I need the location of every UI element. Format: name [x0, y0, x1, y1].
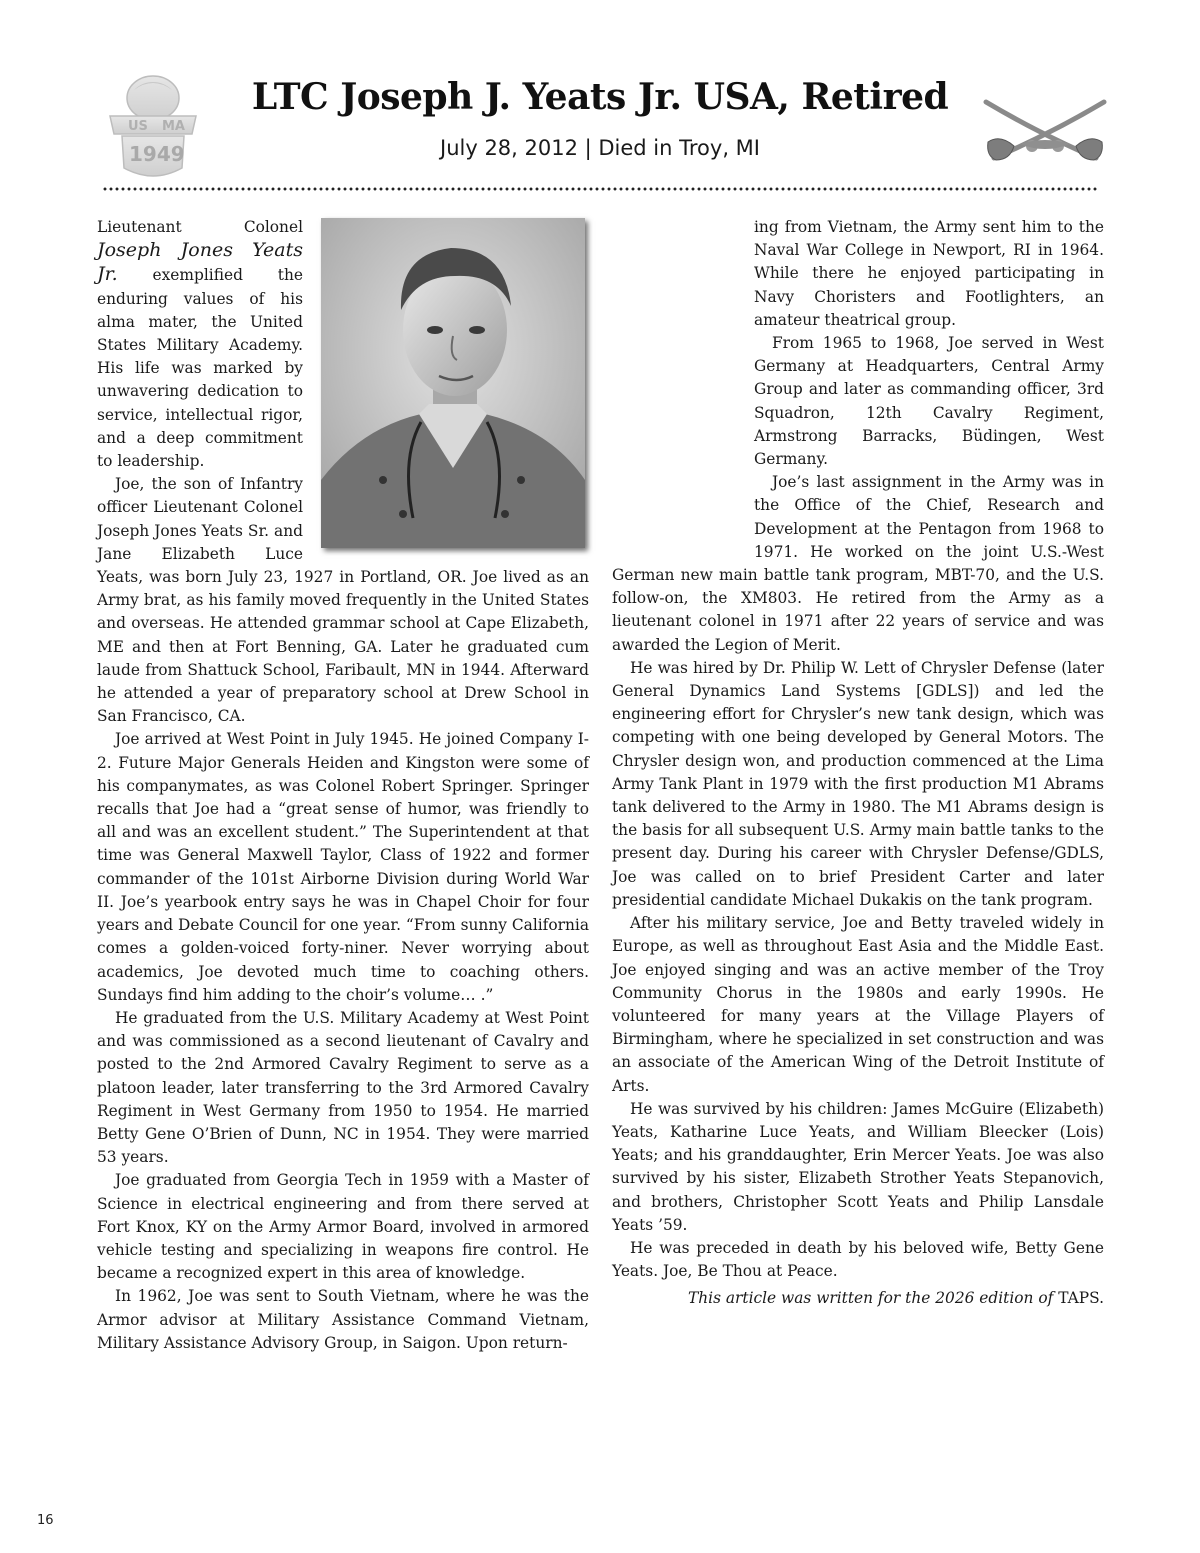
portrait-photo-frame — [317, 216, 589, 552]
photo-wrap-spacer — [612, 216, 740, 552]
paragraph: From 1965 to 1968, Joe served in West Germany at Headquarters, Central Army Group and later as commanding officer, 3rd Squadron, 12th Cavalry Regiment, Armstrong Barracks, Büdingen, West Germany. — [754, 334, 1104, 469]
paragraph: In 1962, Joe was sent to South Vietnam, where he was the Armor advisor at Military Assistance Command Vietnam, Military Assistance Advisory Group, in Saigon. Upon return- — [97, 1287, 589, 1352]
article-left-column — [97, 216, 589, 1355]
paragraph: ing from Vietnam, the Army sent him to the Naval War College in Newport, RI in 1964. While there he enjoyed participating in Navy Choristers and Footlighters, an amateur theatrical group. — [754, 218, 1104, 329]
paragraph: He graduated from the U.S. Military Academy at West Point and was commissioned as a second lieutenant of Cavalry and posted to the 2nd Armored Cavalry Regiment to serve as a platoon leader, later transferring to the 3rd Armored Cavalry Regiment in West Germany from 1950 to 1954. He married Betty Gene O’Brien of Dunn, NC in 1954. They were married 53 years. — [97, 1008, 589, 1167]
svg-text:US: US — [128, 119, 148, 134]
honoree-name: Joseph Jones Yeats Jr. — [97, 239, 303, 286]
page-title: LTC Joseph J. Yeats Jr. USA, Retired — [251, 76, 949, 118]
article-credit: This article was written for the 2026 edition of TAPS. — [687, 1289, 1104, 1308]
paragraph: After his military service, Joe and Betty traveled widely in Europe, as well as throughout East Asia and the Middle East. Joe enjoyed singing and was an active member of the Troy Community Chorus in the 1980s and early 1990s. He volunteered for many years at the Village Players of Birmingham, where he specialized in set construction and was an associate of the American Wing of the Detroit Institute of Arts. — [612, 914, 1104, 1095]
svg-text:MA: MA — [162, 119, 185, 134]
portrait-photo — [321, 218, 585, 548]
article-right-column — [612, 216, 1104, 1311]
paragraph: Joe’s last assignment in the Army was in the Office of the Chief, Research and Development at the Pentagon from 1968 to 1971. He worked on the joint U.S.-West German new main battle tank program, MBT-70, and the U.S. follow-on, the XM803. He retired from the Army as a lieutenant colonel in 1971 after 22 years of service and was awarded the Legion of Merit. — [612, 473, 1104, 654]
paragraph: Joe arrived at West Point in July 1945. He joined Company I-2. Future Major Generals Heiden and Kingston were some of his companymates, as was Colonel Robert Springer. Springer recalls that Joe had a “great sense of humor, was friendly to all and was an excellent student.” The Superintendent at that time was General Maxwell Taylor, Class of 1922 and former commander of the 101st Airborne Division during World War II. Joe’s yearbook entry says he was in Chapel Choir for four years and Debate Council for one year. “From sunny California comes a golden-voiced forty-niner. Never worrying about academics, Joe devoted much time to coaching others. Sundays find him adding to the choir’s volume… .” — [97, 730, 589, 1004]
svg-text:1949: 1949 — [129, 142, 185, 166]
paragraph: Lieutenant Colonel Joseph Jones Yeats Jr. exemplified the enduring values of his alma mater, the United States Military Academy. His life was marked by unwavering dedication to service, intellectual rigor, and a deep commitment to leadership. — [97, 218, 303, 471]
paragraph: Joe, the son of Infantry officer Lieutenant Colonel Joseph Jones Yeats Sr. and Jane Elizabeth Luce Yeats, was born July 23, 1927 in Portland, OR. Joe lived as an Army brat, as his family moved frequently in the United States and overseas. He attended grammar school at Cape Elizabeth, ME and then at Fort Benning, GA. Later he graduated cum laude from Shattuck School, Faribault, MN in 1944. Afterward he attended a year of preparatory school at Drew School in San Francisco, CA. — [97, 475, 589, 726]
date-place-subtitle: July 28, 2012 | Died in Troy, MI — [440, 136, 760, 160]
paragraph: Joe graduated from Georgia Tech in 1959 with a Master of Science in electrical engineering and from there served at Fort Knox, KY on the Army Armor Board, involved in armored vehicle testing and specializing in weapons fire control. He became a recognized expert in this area of knowledge. — [97, 1171, 589, 1283]
dotted-divider — [102, 187, 1098, 191]
page-number: 16 — [37, 1513, 54, 1528]
paragraph: He was hired by Dr. Philip W. Lett of Chrysler Defense (later General Dynamics Land Systems [GDLS]) and led the engineering effort for Chrysler’s new tank design, which was competing with one being developed by General Motors. The Chrysler design won, and production commenced at the Lima Army Tank Plant in 1979 with the first production M1 Abrams tank delivered to the Army in 1980. The M1 Abrams design is the basis for all subsequent U.S. Army main battle tanks to the present day. During his career with Chrysler Defense/GDLS, Joe was called on to brief President Carter and later presidential candidate Michael Dukakis on the tank program. — [612, 658, 1104, 909]
paragraph: He was preceded in death by his beloved wife, Betty Gene Yeats. Joe, Be Thou at Peace. — [612, 1238, 1104, 1281]
paragraph: He was survived by his children: James McGuire (Elizabeth) Yeats, Katharine Luce Yeats, and William Bleecker (Lois) Yeats; and his granddaughter, Erin Mercer Yeats. Joe was also survived by his sister, Elizabeth Strother Yeats Stepanovich, and brothers, Christopher Scott Yeats and Philip Lansdale Yeats ’59. — [612, 1099, 1104, 1234]
